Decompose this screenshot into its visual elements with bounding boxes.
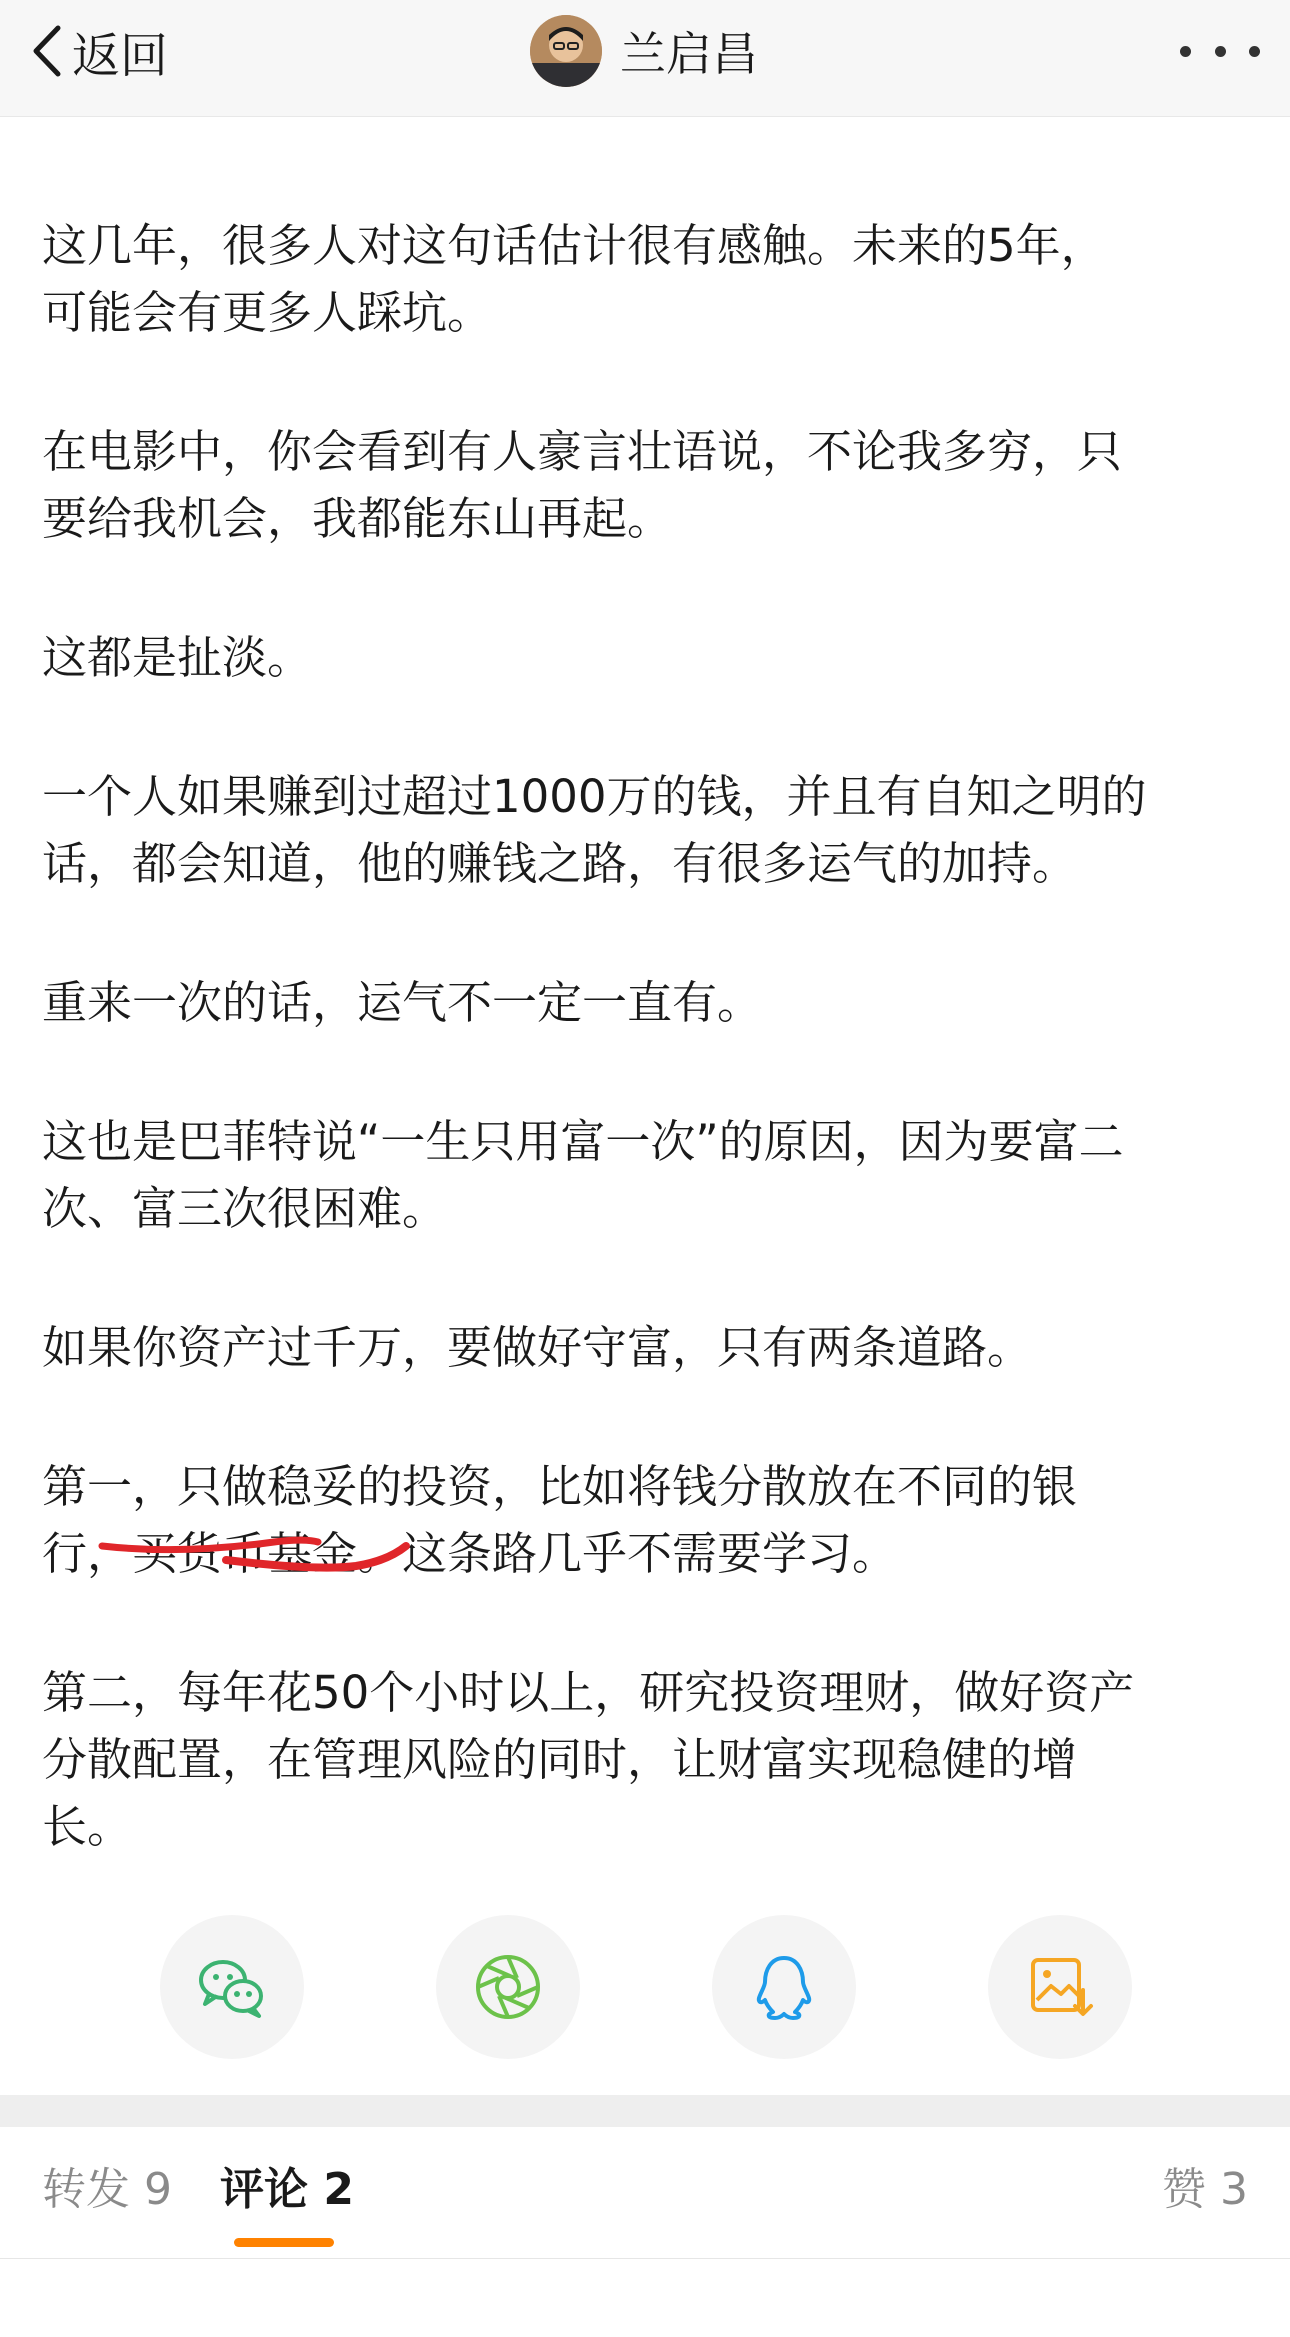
- save-image-button[interactable]: [988, 1915, 1132, 2059]
- share-wechat-button[interactable]: [160, 1915, 304, 2059]
- article-line: 话，都会知道，他的赚钱之路，有很多运气的加持。: [42, 837, 1078, 890]
- article-line: 可能会有更多人踩坑。: [42, 286, 493, 339]
- moments-icon: [471, 1950, 545, 2024]
- share-moments-button[interactable]: [436, 1915, 580, 2059]
- article-line: 长。: [42, 1800, 133, 1853]
- article-line: 分散配置，在管理风险的同时，让财富实现稳健的增: [42, 1733, 1078, 1786]
- article-line: 这都是扯淡。: [42, 631, 313, 684]
- author-name: 兰启昌: [620, 27, 758, 81]
- article-line: 如果你资产过千万，要做好守富，只有两条道路。: [42, 1321, 1033, 1374]
- top-nav-bar: [0, 0, 1290, 117]
- share-qq-button[interactable]: [712, 1915, 856, 2059]
- back-label: 返回: [72, 27, 169, 84]
- article-line: 第二，每年花50个小时以上，研究投资理财，做好资产: [42, 1666, 1135, 1719]
- article-line: 这也是巴菲特说“一生只用富一次”的原因，因为要富二: [42, 1115, 1124, 1168]
- tab-repost[interactable]: 转发 9: [42, 2164, 172, 2215]
- divider: [0, 2258, 1290, 2259]
- save-image-icon: [1023, 1950, 1097, 2024]
- avatar[interactable]: [530, 15, 602, 87]
- line-prefix: 行，: [42, 1527, 133, 1580]
- article-line: 在电影中，你会看到有人豪言壮语说，不论我多穷，只: [42, 425, 1123, 478]
- chevron-left-icon: [30, 22, 64, 80]
- author-header[interactable]: [530, 14, 758, 88]
- more-options-button[interactable]: [1180, 18, 1260, 84]
- article-line: 重来一次的话，运气不一定一直有。: [42, 976, 763, 1029]
- more-dot-icon: [1215, 46, 1226, 57]
- qq-icon: [747, 1950, 821, 2024]
- struck-text: 买货币基金。: [132, 1527, 403, 1580]
- article-line: 这几年，很多人对这句话估计很有感触。未来的5年，: [42, 219, 1106, 272]
- section-separator: [0, 2095, 1290, 2127]
- tab-comment[interactable]: 评论 2: [220, 2164, 354, 2215]
- back-button[interactable]: [30, 16, 168, 86]
- line-suffix: 这条路几乎不需要学习。: [402, 1527, 898, 1580]
- article-line: 一个人如果赚到过超过1000万的钱，并且有自知之明的: [42, 770, 1147, 823]
- article-line: 要给我机会，我都能东山再起。: [42, 492, 673, 545]
- more-dot-icon: [1249, 46, 1260, 57]
- article-line: 第一，只做稳妥的投资，比如将钱分散放在不同的银: [42, 1460, 1078, 1513]
- tab-like[interactable]: 赞 3: [1162, 2164, 1248, 2215]
- wechat-icon: [195, 1950, 269, 2024]
- article-line-marked: [42, 1524, 897, 1584]
- active-tab-indicator: [234, 2238, 334, 2247]
- article-line: 次、富三次很困难。: [42, 1182, 448, 1235]
- more-dot-icon: [1180, 46, 1191, 57]
